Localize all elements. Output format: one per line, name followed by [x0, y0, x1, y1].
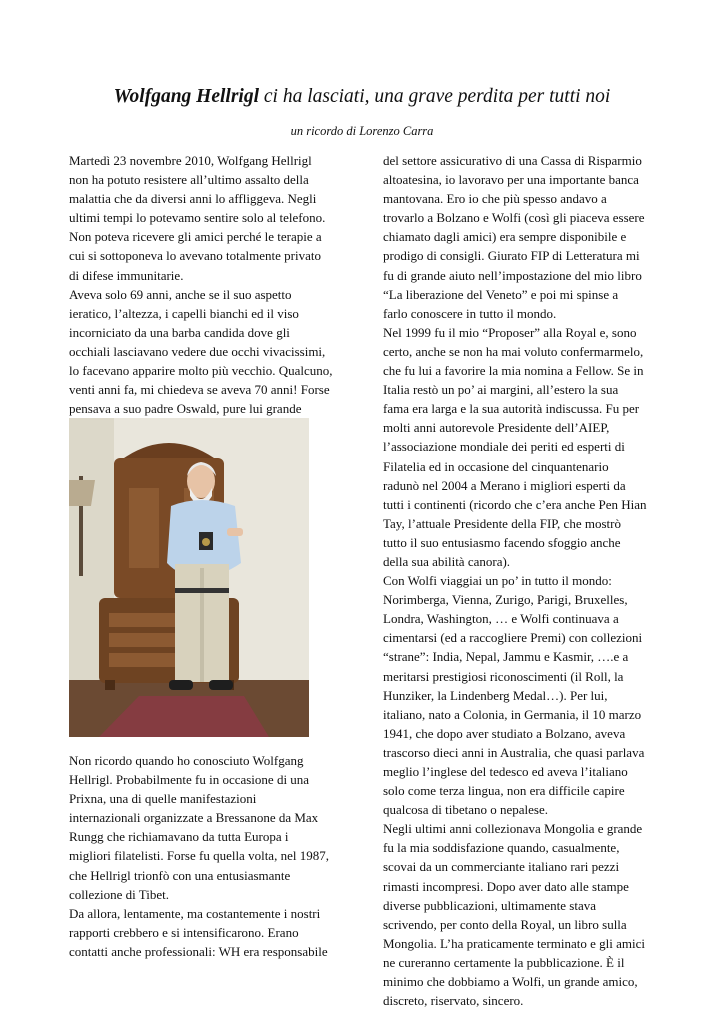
- text-line: Filatelia ed in occasione del cinquantenario: [383, 458, 609, 474]
- text-line: incorniciato da una barba candida dove gli: [69, 324, 290, 340]
- text-line: Prixna, una di quelle manifestazioni: [69, 791, 257, 807]
- text-line: Non ricordo quando ho conosciuto Wolfgang: [69, 753, 304, 768]
- paragraph: [383, 571, 673, 819]
- text-line: Hunziker, la Lindenberg Medal…). Per lui,: [383, 687, 608, 703]
- paragraph: [69, 751, 369, 904]
- text-line: discreto, riservato, sincero.: [383, 993, 524, 1009]
- text-line: trovarlo a Bolzano e Wolfi (così gli piaceva essere: [383, 210, 645, 226]
- text-line: ieratico, l’altezza, i capelli bianchi ed il viso: [69, 305, 299, 321]
- text-line: tutti i continenti (ricordo che c’era anche Pen Hian: [383, 496, 647, 512]
- text-line: non ha potuto resistere all’ultimo assalto della: [69, 172, 309, 188]
- photo-lamp-shade: [69, 480, 95, 506]
- text-line: internazionali organizzate a Bressanone da Max: [69, 810, 319, 826]
- text-line: l’associazione mondiale dei periti ed esperti di: [383, 439, 625, 455]
- article-byline: un ricordo di Lorenzo Carra: [290, 124, 434, 138]
- text-line: Norimberga, Vienna, Zurigo, Parigi, Bruxelles,: [383, 592, 628, 608]
- text-line: venti anni fa, mi chiedeva se aveva 70 anni! Forse: [69, 382, 330, 398]
- text-line: contatti anche professionali: WH era responsabile: [69, 943, 328, 959]
- portrait-photo: [69, 418, 309, 737]
- text-line: meglio l’inglese del tedesco ed aveva l’italiano: [383, 764, 628, 779]
- text-line: Mongolia. L’ha praticamente terminato e gli amici: [383, 935, 645, 951]
- text-line: malattia che da diversi anni lo affliggeva. Negli: [69, 191, 317, 207]
- text-line: Aveva solo 69 anni, anche se il suo aspetto: [69, 286, 292, 302]
- paragraph: [69, 151, 369, 285]
- text-line: Nel 1999 fu il mio “Proposer” alla Royal e, sono: [383, 324, 637, 340]
- text-line: prodigo di consigli. Giurato FIP di Letteratura mi: [383, 248, 640, 264]
- left-column-bottom: [69, 751, 369, 961]
- text-line: cimentarsi (ed a raccogliere Premi) con collezioni: [383, 630, 643, 646]
- right-column: [383, 151, 673, 1010]
- text-line: italiano, nato a Colonia, in Germania, il 10 marzo: [383, 706, 642, 722]
- text-line: radunò nel 2004 a Merano i migliori esperti da: [383, 477, 626, 493]
- text-line: Tay, l’attuale Presidente della FIP, che mostrò: [383, 515, 621, 531]
- paragraph: [69, 904, 369, 961]
- text-line: fu di grande aiuto nell’impostazione del mio libro: [383, 267, 642, 283]
- text-line: 1941, che dopo aver studiato a Bolzano, aveva: [383, 725, 626, 741]
- text-line: Con Wolfi viaggiai un po’ in tutto il mondo:: [383, 573, 612, 589]
- text-line: fama era larga e la sua autorità indiscussa. Fu per: [383, 401, 640, 417]
- text-line: trascorso dieci anni in Australia, che quasi parlava: [383, 744, 645, 760]
- text-line: Italia restò un po’ ai margini, all’estero la sua: [383, 382, 619, 398]
- left-column-top: [69, 151, 369, 437]
- text-line: tutto il suo entusiasmo facendo sfoggio anche: [383, 534, 621, 550]
- text-line: rimasti incompresi. Dopo aver dato alle stampe: [383, 878, 629, 894]
- text-line: solo come terza lingua, non era difficile capire: [383, 783, 625, 799]
- text-line: della sua abilità canora).: [383, 553, 511, 569]
- text-line: Non poteva ricevere gli amici perché le terapie a: [69, 229, 322, 245]
- paragraph: [69, 285, 369, 438]
- text-line: rapporti crebbero e si intensificarono. Erano: [69, 924, 299, 940]
- text-line: certo, anche se non ha mai voluto confermarmelo,: [383, 343, 644, 359]
- text-line: ultimi tempi lo potevamo sentire solo al telefono.: [69, 210, 326, 226]
- text-line: di difese immunitarie.: [69, 267, 184, 283]
- text-line: molti anni autorevole Presidente dell’AIEP,: [383, 420, 610, 436]
- article-title-rest: ci ha lasciati, una grave perdita per tutti noi: [259, 86, 611, 107]
- paragraph: [383, 151, 673, 323]
- text-line: scrivendo, per conto della Royal, un libro sulla: [383, 916, 627, 932]
- text-line: Negli ultimi anni collezionava Mongolia e grande: [383, 821, 643, 837]
- text-line: “La liberazione del Veneto” e poi mi spinse a: [383, 286, 619, 302]
- text-line: Londra, Washington, … e Wolfi continuava a: [383, 611, 619, 627]
- text-line: meritarsi prestigiosi riconoscimenti (il Roll, la: [383, 668, 624, 684]
- text-line: migliori filatelisti. Forse fu quella volta, nel 1987,: [69, 848, 329, 864]
- article-title-name: Wolfgang Hellrigl: [113, 86, 260, 107]
- text-line: lo facevano apparire molto più vecchio. Qualcuno,: [69, 363, 333, 379]
- text-line: diverse pubblicazioni, ultimamente stava: [383, 897, 596, 913]
- text-line: collezione di Tibet.: [69, 886, 170, 902]
- text-line: Rungg che richiamavano da tutta Europa i: [69, 829, 289, 845]
- text-line: Martedì 23 novembre 2010, Wolfgang Hellrigl: [69, 153, 312, 168]
- text-line: del settore assicurativo di una Cassa di Risparmio: [383, 153, 642, 168]
- paragraph: [383, 323, 673, 571]
- text-line: pensava a suo padre Oswald, pure lui grande: [69, 401, 302, 417]
- text-line: chiamato dagli amici) era sempre disponibile e: [383, 229, 627, 245]
- text-line: che fu lui a favorire la mia nomina a Fellow. Se in: [383, 363, 644, 379]
- portrait-photo-image: [69, 418, 309, 737]
- text-line: minimo che dobbiamo a Wolfi, un grande amico,: [383, 974, 638, 990]
- text-line: mantovana. Ero io che più spesso andavo a: [383, 191, 607, 207]
- text-line: “strane”: India, Nepal, Jammu e Kasmir, ….e a: [383, 649, 629, 665]
- text-line: cui si sottoponeva lo avevano totalmente privato: [69, 248, 321, 264]
- text-line: fu la mia soddisfazione quando, casualmente,: [383, 840, 620, 856]
- text-line: che Hellrigl trionfò con una entusiasmante: [69, 867, 291, 883]
- paragraph: [383, 819, 673, 1010]
- text-line: ne cureranno certamente la pubblicazione. È il: [383, 954, 625, 970]
- text-line: Hellrigl. Probabilmente fu in occasione di una: [69, 772, 310, 788]
- text-line: altoatesina, io lavoravo per una importante banca: [383, 172, 639, 188]
- text-line: farlo conoscere in tutto il mondo.: [383, 305, 557, 321]
- text-line: qualcosa di tibetano o nepalese.: [383, 802, 548, 818]
- article-title: [0, 86, 724, 108]
- text-line: scovai da un commerciante italiano rari pezzi: [383, 859, 620, 875]
- text-line: occhiali lasciavano vedere due occhi vivacissimi,: [69, 343, 326, 359]
- text-line: Da allora, lentamente, ma costantemente i nostri: [69, 905, 321, 921]
